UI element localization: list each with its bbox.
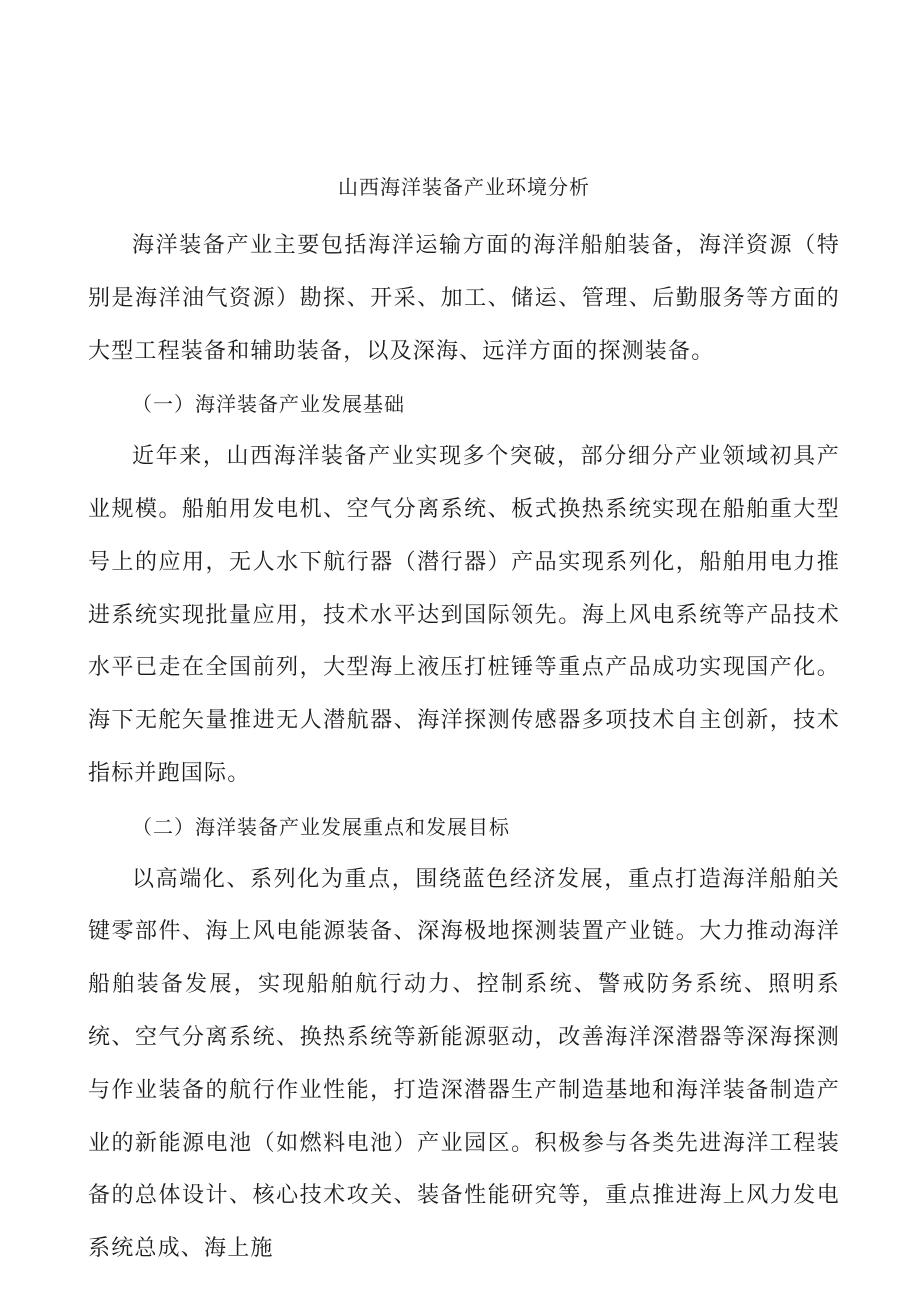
- section-paragraph-goals: 以高端化、系列化为重点，围绕蓝色经济发展，重点打造海洋船舶关键零部件、海上风电能源装备、深海极地探测装置产业链。大力推动海洋船舶装备发展，实现船舶航行动力、控制系统、警戒防务系统、照明系统、空气分离系统、换热系统等新能源驱动，改善海洋深潜器等深海探测与作业装备的航行作业性能，打造深潜器生产制造基地和海洋装备制造产业的新能源电池（如燃料电池）产业园区。积极参与各类先进海洋工程装备的总体设计、核心技术攻关、装备性能研究等，重点推进海上风力发电系统总成、海上施: [88, 866, 840, 1262]
- section-paragraph-foundation: 近年来，山西海洋装备产业实现多个突破，部分细分产业领域初具产业规模。船舶用发电机、空气分离系统、板式换热系统实现在船舶重大型号上的应用，无人水下航行器（潜行器）产品实现系列化，船舶用电力推进系统实现批量应用，技术水平达到国际领先。海上风电系统等产品技术水平已走在全国前列，大型海上液压打桩锤等重点产品成功实现国产化。海下无舵矢量推进无人潜航器、海洋探测传感器多项技术自主创新，技术指标并跑国际。: [88, 444, 840, 786]
- section-heading-goals: （二）海洋装备产业发展重点和发展目标: [132, 814, 510, 839]
- section-heading-foundation: （一）海洋装备产业发展基础: [132, 392, 405, 417]
- intro-paragraph: 海洋装备产业主要包括海洋运输方面的海洋船舶装备，海洋资源（特别是海洋油气资源）勘探、开采、加工、储运、管理、后勤服务等方面的大型工程装备和辅助装备，以及深海、远洋方面的探测装备。: [88, 233, 840, 364]
- document-content: [88, 168, 840, 1276]
- document-title: 山西海洋装备产业环境分析: [338, 175, 590, 199]
